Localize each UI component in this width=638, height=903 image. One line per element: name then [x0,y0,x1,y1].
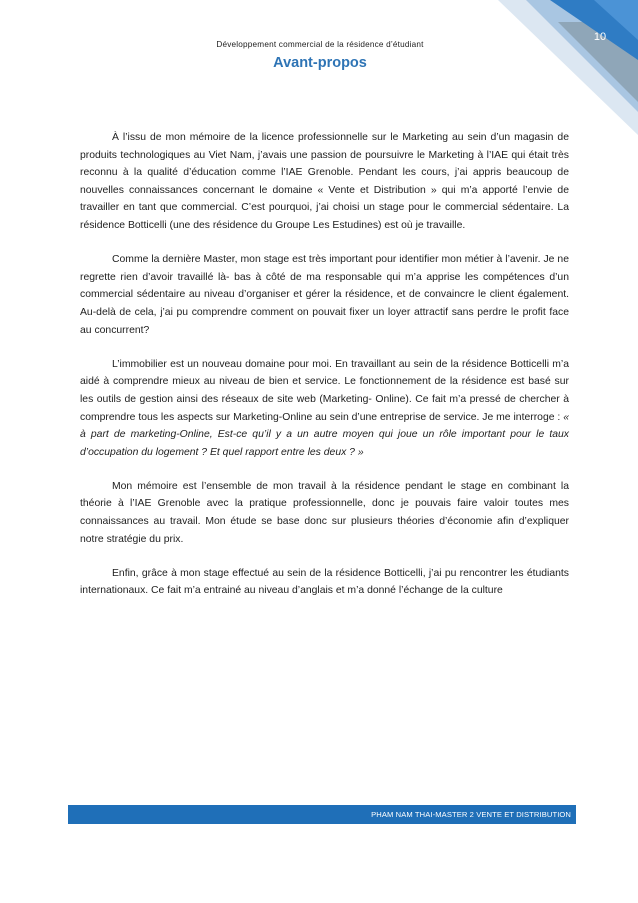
paragraph-3-quote: « à part de marketing-Online, Est-ce qu’il y a un autre moyen qui joue un rôle important pour le taux d’occupation du logement ? Et quel rapport entre les deux ? » [80,411,569,458]
paragraph-1: À l’issu de mon mémoire de la licence professionnelle sur le Marketing au sein d’un magasin de produits technologiques au Viet Nam, j’avais une passion de poursuivre le Marketing à l’IAE qui était très reconnu à la qualité d’éducation comme l’IAE Grenoble. Pendant les cours, j’ai appris beaucoup de nouvelles connaissances concernant le domaine « Vente et Distribution » qui m’a apporté l’envie de travailler en tant que commercial. C’est pourquoi, j’ai choisi un stage pour le commercial sédentaire. La résidence Botticelli (une des résidence du Groupe Les Estudines) est où je travaille. [80,132,569,231]
paragraph-3-text: L’immobilier est un nouveau domaine pour moi. En travaillant au sein de la résidence Botticelli m’a aidé à comprendre mieux au niveau de bien et service. Le fonctionnement de la résidence est basé sur les outils de gestion ainsi des réseaux de site web (Marketing- Online). Ce fait m’a pressé de chercher à comprendre tous les aspects sur Marketing-Online au sein d’une entreprise de service. Je me interroge : [80,358,569,423]
section-title: Avant-propos [273,55,367,71]
body-text [80,129,569,617]
paragraph-4: Mon mémoire est l’ensemble de mon travail à la résidence pendant le stage en combinant la théorie à l’IAE Grenoble avec la pratique professionnelle, donc je pouvais faire valoir toutes mes connaissances au travail. Mon étude se base donc sur plusieurs théories d’économie afin d’expliquer notre stratégie du prix. [80,480,569,545]
paragraph-5: Enfin, grâce à mon stage effectué au sein de la résidence Botticelli, j’ai pu rencontrer les étudiants internationaux. Ce fait m’a entrainé au niveau d’anglais et m’a donné l’échange de la culture [80,567,569,597]
paragraph-3 [80,356,569,462]
running-header: Développement commercial de la résidence d’étudiant [216,40,424,49]
paragraph-2: Comme la dernière Master, mon stage est très important pour identifier mon métier à l’avenir. Je ne regrette rien d’avoir travaillé là- bas à côté de ma responsable qui m’a apprise les compétences d’un commercial sédentaire au niveau d’organiser et gérer la résidence, et de convaincre le client également. Au-delà de cela, j’ai pu comprendre comment on pouvait fixer un loyer attractif sans perdre le profit face au concurrent? [80,254,569,336]
footer-bar [68,804,576,824]
footer-label: PHAM NAM THAI-MASTER 2 VENTE ET DISTRIBUTION [371,810,571,819]
page-number: 10 [593,31,607,43]
